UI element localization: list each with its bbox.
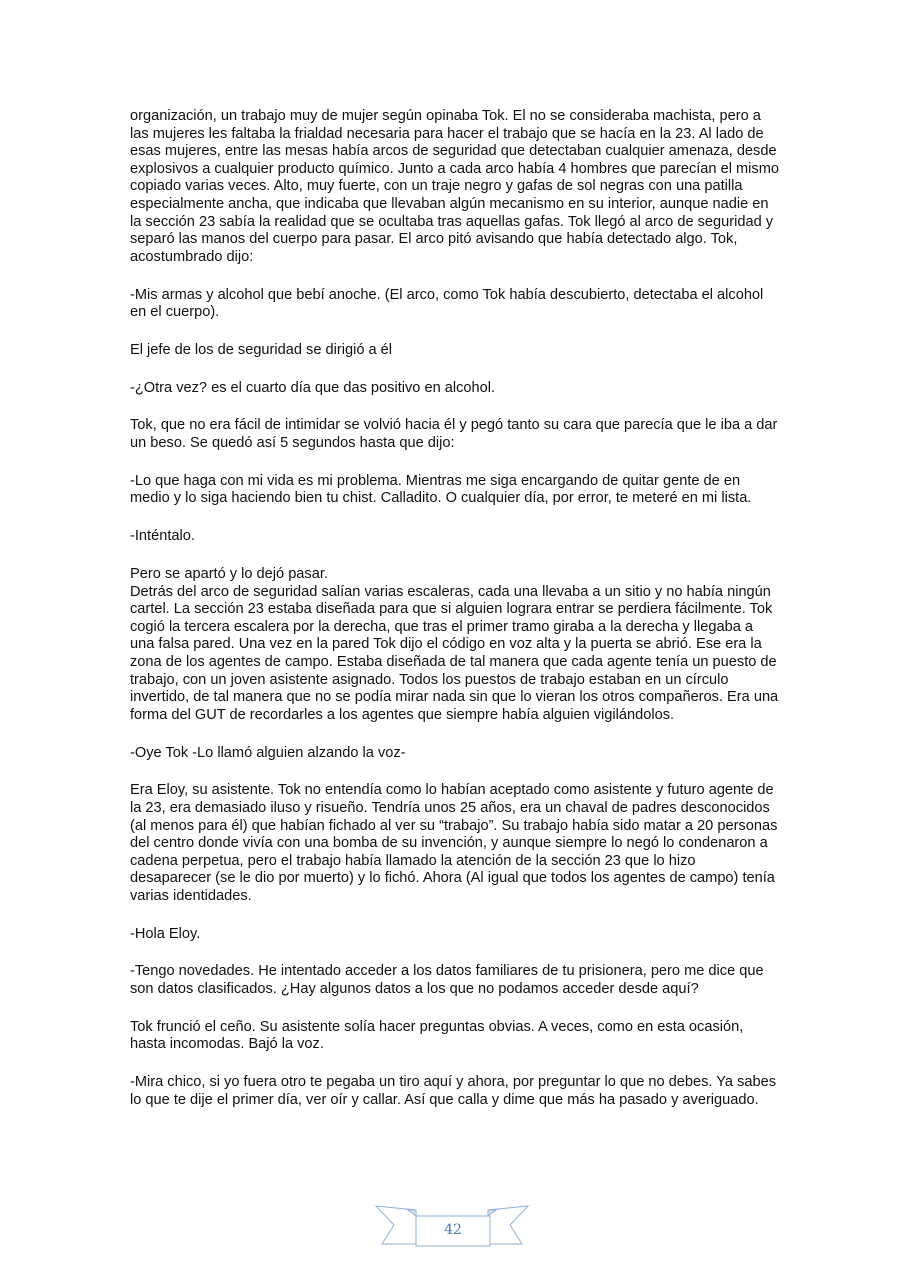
paragraph: Detrás del arco de seguridad salían varias escaleras, cada una llevaba a un sitio y no había ningún cartel. La sección 23 estaba diseñada para que si alguien lograra entrar se perdiera fácilmente. Tok cogió la tercera escalera por la derecha, que tras el primer tramo giraba a la derecha y llegaba a una falsa pared. Una vez en la pared Tok dijo el código en voz alta y la puerta se abrió. Ese era la zona de los agentes de campo. Estaba diseñada de tal manera que cada agente tenía un puesto de trabajo, con un joven asistente asignado. Todos los puestos de trabajo estaban en un círculo invertido, de tal manera que no se podía mirar nada sin que lo vieran los otros compañeros. Era una forma del GUT de recordarles a los agentes que siempre había alguien vigilándolos. [130, 583, 779, 723]
page-number-ribbon [372, 1200, 532, 1252]
paragraph: Era Eloy, su asistente. Tok no entendía como lo habían aceptado como asistente y futuro agente de la 23, era demasiado iluso y risueño. Tendría unos 25 años, era un chaval de padres desconocidos (al menos para él) que habían fichado al ver su “trabajo”. Su trabajo había sido matar a 20 personas del centro donde vivía con una bomba de su invención, y aunque siempre lo negó lo condenaron a cadena perpetua, pero el trabajo había llamado la atención de la sección 23 que lo hizo desaparecer (se le dio por muerto) y lo fichó. Ahora (Al igual que todos los agentes de campo) tenía varias identidades. [130, 782, 778, 904]
paragraph: -Hola Eloy. [130, 925, 201, 942]
paragraph: El jefe de los de seguridad se dirigió a él [130, 341, 393, 358]
paragraph: Tok, que no era fácil de intimidar se volvió hacia él y pegó tanto su cara que parecía que le iba a dar un beso. Se quedó así 5 segundos hasta que dijo: [130, 417, 778, 452]
paragraph: organización, un trabajo muy de mujer según opinaba Tok. El no se consideraba machista, pero a las mujeres les faltaba la frialdad necesaria para hacer el trabajo que se hacía en la 23. Al lado de esas mujeres, entre las mesas había arcos de seguridad que detectaban cualquier amenaza, desde explosivos a cualquier producto químico. Junto a cada arco había 4 hombres que parecían el mismo copiado varias veces. Alto, muy fuerte, con un traje negro y gafas de sol negras con una patilla especialmente ancha, que indicaba que llevaban algún mecanismo en su interior, aunque nadie en la sección 23 sabía la realidad que se ocultaba tras aquellas gafas. Tok llegó al arco de seguridad y separó las manos del cuerpo para pasar. El arco pitó avisando que había detectado algo. Tok, acostumbrado dijo: [130, 108, 779, 265]
paragraph: -Mis armas y alcohol que bebí anoche. (El arco, como Tok había descubierto, detectaba el alcohol en el cuerpo). [130, 286, 764, 321]
page-number: 42 [444, 1222, 462, 1238]
paragraph: -Oye Tok -Lo llamó alguien alzando la voz- [130, 744, 406, 761]
paragraph: Pero se apartó y lo dejó pasar. [130, 566, 328, 582]
paragraph: Tok frunció el ceño. Su asistente solía hacer preguntas obvias. A veces, como en esta ocasión, hasta incomodas. Bajó la voz. [130, 1018, 744, 1053]
paragraph: -Mira chico, si yo fuera otro te pegaba un tiro aquí y ahora, por preguntar lo que no debes. Ya sabes lo que te dije el primer día, ver oír y callar. Así que calla y dime que más ha pasado y averiguado. [130, 1074, 777, 1108]
page-body [130, 108, 780, 1130]
paragraph: -¿Otra vez? es el cuarto día que das positivo en alcohol. [130, 379, 496, 396]
paragraph: -Lo que haga con mi vida es mi problema. Mientras me siga encargando de quitar gente de en medio y lo siga haciendo bien tu chist. Calladito. O cualquier día, por error, te meteré en mi lista. [130, 472, 752, 507]
paragraph: -Tengo novedades. He intentado acceder a los datos familiares de tu prisionera, pero me dice que son datos clasificados. ¿Hay algunos datos a los que no podamos acceder desde aquí? [130, 963, 764, 998]
paragraph: -Inténtalo. [130, 528, 195, 545]
